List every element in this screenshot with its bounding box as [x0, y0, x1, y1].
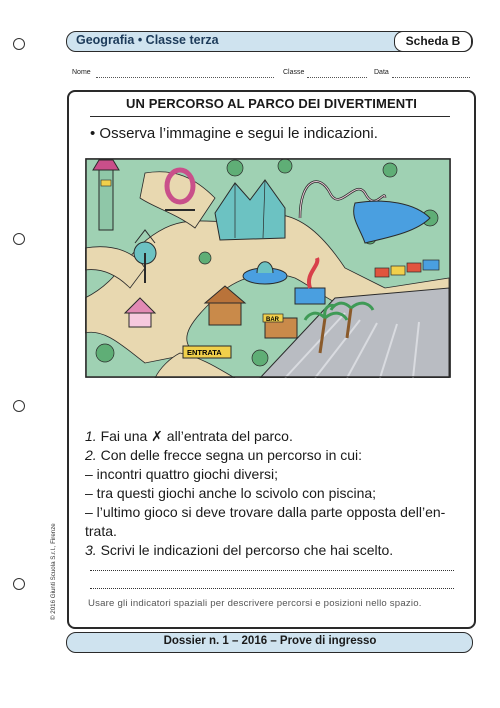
footer-text: Dossier n. 1 – 2016 – Prove di ingresso — [163, 635, 377, 647]
task-2-item-2: – tra questi giochi anche lo scivolo con piscina; — [85, 485, 377, 501]
name-label: Nome — [72, 69, 91, 76]
date-field[interactable] — [392, 77, 470, 78]
binder-hole-1 — [13, 38, 25, 50]
binder-hole-4 — [13, 578, 25, 590]
title-underline — [90, 116, 450, 117]
class-field[interactable] — [307, 77, 367, 78]
name-field[interactable] — [96, 77, 274, 78]
binder-hole-2 — [13, 233, 25, 245]
task-3: 3. Scrivi le indicazioni del percorso che hai scelto. — [85, 542, 394, 558]
instruction: • Osserva l’immagine e segui le indicazioni. — [90, 125, 378, 142]
page-title: UN PERCORSO AL PARCO DEI DIVERTIMENTI — [126, 96, 417, 111]
task-2: 2. Con delle frecce segna un percorso in cui: — [85, 447, 363, 463]
class-label: Classe — [283, 69, 305, 76]
subject-title: Geografia • Classe terza — [76, 33, 219, 47]
date-label: Data — [374, 69, 389, 76]
teacher-note: Usare gli indicatori spaziali per descrivere percorsi e posizioni nello spazio. — [88, 598, 422, 609]
task-2-item-3: – l’ultimo gioco si deve trovare dalla parte opposta dell’en- — [85, 504, 446, 520]
task-1: 1. Fai una ✗ all’entrata del parco. — [85, 428, 293, 444]
task-2-item-1: – incontri quattro giochi diversi; — [85, 466, 278, 482]
entrance-sign: ENTRATA — [187, 348, 222, 357]
sheet-label: Scheda B — [394, 31, 472, 52]
answer-line-2[interactable] — [90, 588, 454, 589]
park-map-illustration — [85, 158, 451, 378]
binder-hole-3 — [13, 400, 25, 412]
bar-sign: BAR — [266, 317, 279, 323]
copyright: © 2016 Giunti Scuola S.r.l., Firenze — [50, 523, 57, 620]
answer-line-1[interactable] — [90, 570, 454, 571]
task-2-item-3-cont: trata. — [85, 523, 117, 539]
